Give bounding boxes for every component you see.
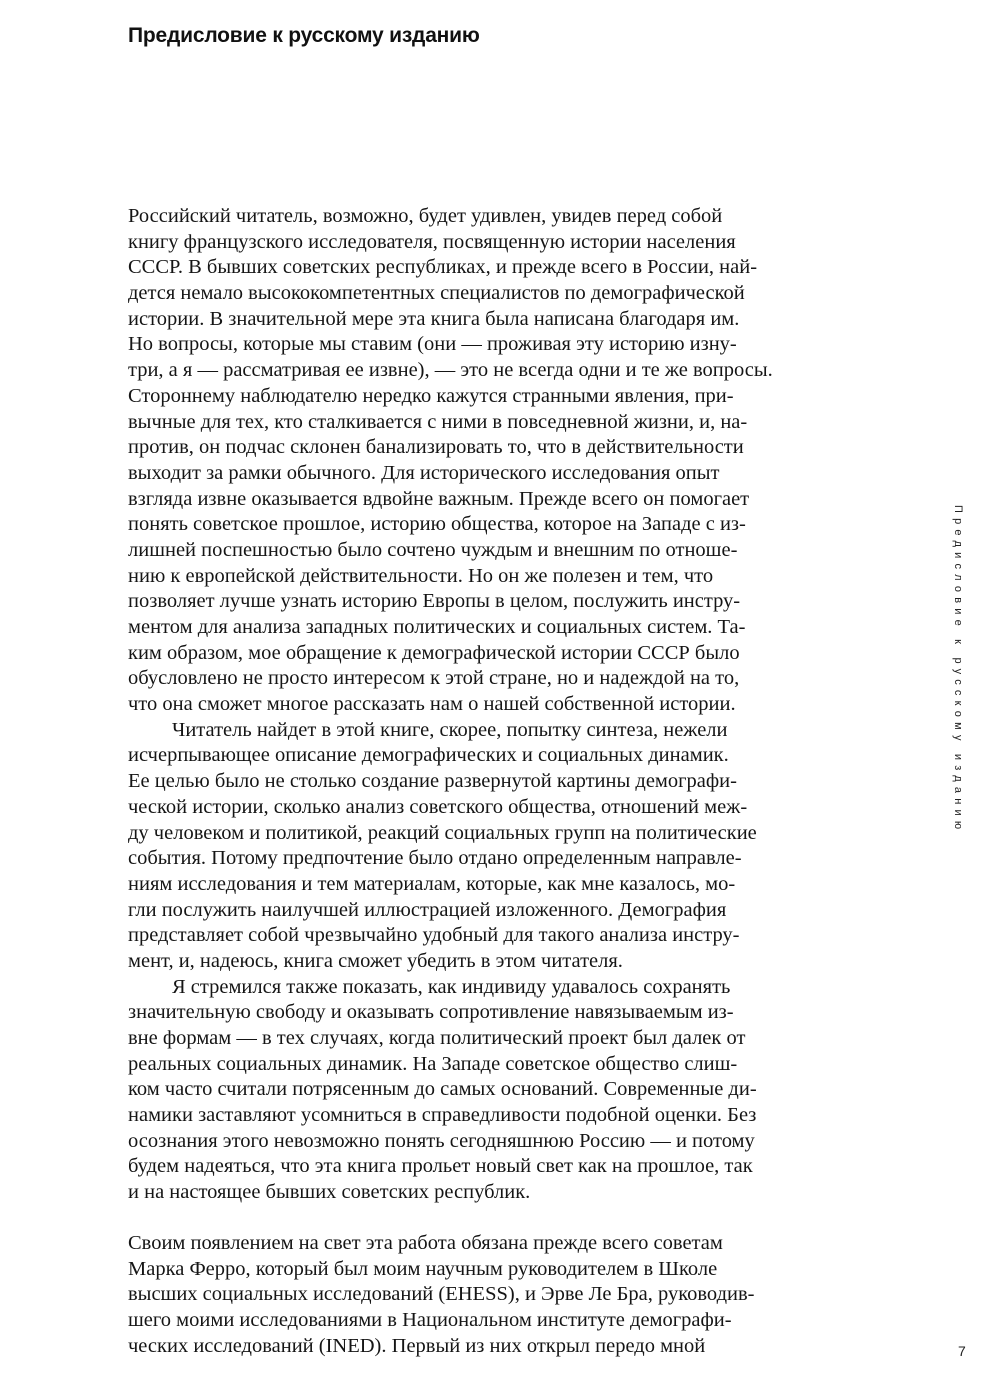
text-line: против, он подчас склонен банализировать то, что в действительности	[128, 436, 744, 459]
text-line: Марка Ферро, который был моим научным руководителем в Школе	[128, 1257, 718, 1280]
running-head: Предисловие к русскому изданию	[952, 505, 964, 835]
page-title: Предисловие к русскому изданию	[128, 24, 480, 47]
text-line: Стороннему наблюдателю нередко кажутся странными явления, при-	[128, 384, 734, 407]
text-line: осознания этого невозможно понять сегодняшнюю Россию — и потому	[128, 1129, 755, 1152]
text-line: и на настоящее бывших советских республик.	[128, 1181, 531, 1204]
text-line: мент, и, надеюсь, книга сможет убедить в этом читателя.	[128, 949, 623, 972]
text-line: события. Потому предпочтение было отдано определенным направле-	[128, 847, 742, 870]
text-line: СССР. В бывших советских республиках, и прежде всего в России, най-	[128, 256, 758, 279]
paragraph	[128, 204, 788, 718]
text-line: шего моими исследованиями в Национальном институте демографи-	[128, 1308, 732, 1331]
text-line: Ее целью было не столько создание развернутой картины демографи-	[128, 770, 737, 793]
text-line: книгу французского исследователя, посвященную истории населения	[128, 230, 736, 253]
text-line: Я стремился также показать, как индивиду удавалось сохранять	[172, 975, 731, 998]
text-line: будем надеяться, что эта книга прольет новый свет как на прошлое, так	[128, 1155, 753, 1178]
text-line: ческой истории, сколько анализ советского общества, отношений меж-	[128, 795, 748, 818]
text-line: ческих исследований (INED). Первый из них открыл передо мной	[128, 1334, 706, 1357]
text-line: истории. В значительной мере эта книга была написана благодаря им.	[128, 307, 740, 330]
text-line: взгляда извне оказывается вдвойне важным. Прежде всего он помогает	[128, 487, 750, 510]
text-line: дется немало высококомпетентных специалистов по демографической	[128, 282, 745, 305]
text-line: три, а я — рассматривая ее извне), — это не всегда одни и те же вопросы.	[128, 359, 773, 382]
text-line: позволяет лучше узнать историю Европы в целом, послужить инстру-	[128, 590, 741, 613]
text-line: Российский читатель, возможно, будет удивлен, увидев перед собой	[128, 205, 723, 227]
text-line: обусловлено не просто интересом к этой стране, но и надеждой на то,	[128, 667, 740, 690]
text-line: ментом для анализа западных политических и социальных систем. Та-	[128, 616, 746, 638]
text-line: нию к европейской действительности. Но он же полезен и тем, что	[128, 564, 714, 587]
text-line: исчерпывающее описание демографических и социальных динамик.	[128, 744, 729, 767]
text-line: гли послужить наилучшей иллюстрацией изложенного. Демография	[128, 898, 727, 921]
text-line: лишней поспешностью было сочтено чуждым и внешним по отноше-	[128, 538, 738, 561]
text-line: ком часто считали потрясенным до самых оснований. Современные ди-	[128, 1078, 757, 1101]
text-line: что она сможет многое рассказать нам о нашей собственной истории.	[128, 693, 736, 716]
text-line: ду человеком и политикой, реакций социальных групп на политические	[128, 821, 757, 844]
page-number: 7	[958, 1343, 966, 1359]
text-line: вычные для тех, кто сталкивается с ними в повседневной жизни, и, на-	[128, 410, 748, 433]
text-line: выходит за рамки обычного. Для исторического исследования опыт	[128, 461, 720, 484]
text-line: намики заставляют усомниться в справедливости подобной оценки. Без	[128, 1104, 757, 1127]
text-line: представляет собой чрезвычайно удобный для такого анализа инстру-	[128, 924, 740, 947]
text-line: вне формам — в тех случаях, когда политический проект был далек от	[128, 1027, 746, 1049]
text-line: ниям исследования и тем материалам, которые, как мне казалось, мо-	[128, 872, 736, 895]
body-text	[128, 204, 788, 1359]
text-line: Но вопросы, которые мы ставим (они — проживая эту историю изну-	[128, 333, 737, 356]
paragraph	[128, 718, 788, 975]
text-line: Читатель найдет в этой книге, скорее, попытку синтеза, нежели	[172, 718, 728, 741]
text-line: высших социальных исследований (EHESS), и Эрве Ле Бра, руководив-	[128, 1283, 755, 1306]
text-line: ким образом, мое обращение к демографической истории СССР было	[128, 641, 740, 664]
paragraph	[128, 1231, 788, 1359]
text-line: понять советское прошлое, историю общества, которое на Западе с из-	[128, 513, 746, 536]
text-line: Своим появлением на свет эта работа обязана прежде всего советам	[128, 1231, 723, 1254]
text-line: реальных социальных динамик. На Западе советское общество слиш-	[128, 1052, 738, 1075]
text-line: значительную свободу и оказывать сопротивление навязываемым из-	[128, 1001, 734, 1024]
section-gap	[128, 1206, 788, 1231]
paragraph	[128, 975, 788, 1206]
